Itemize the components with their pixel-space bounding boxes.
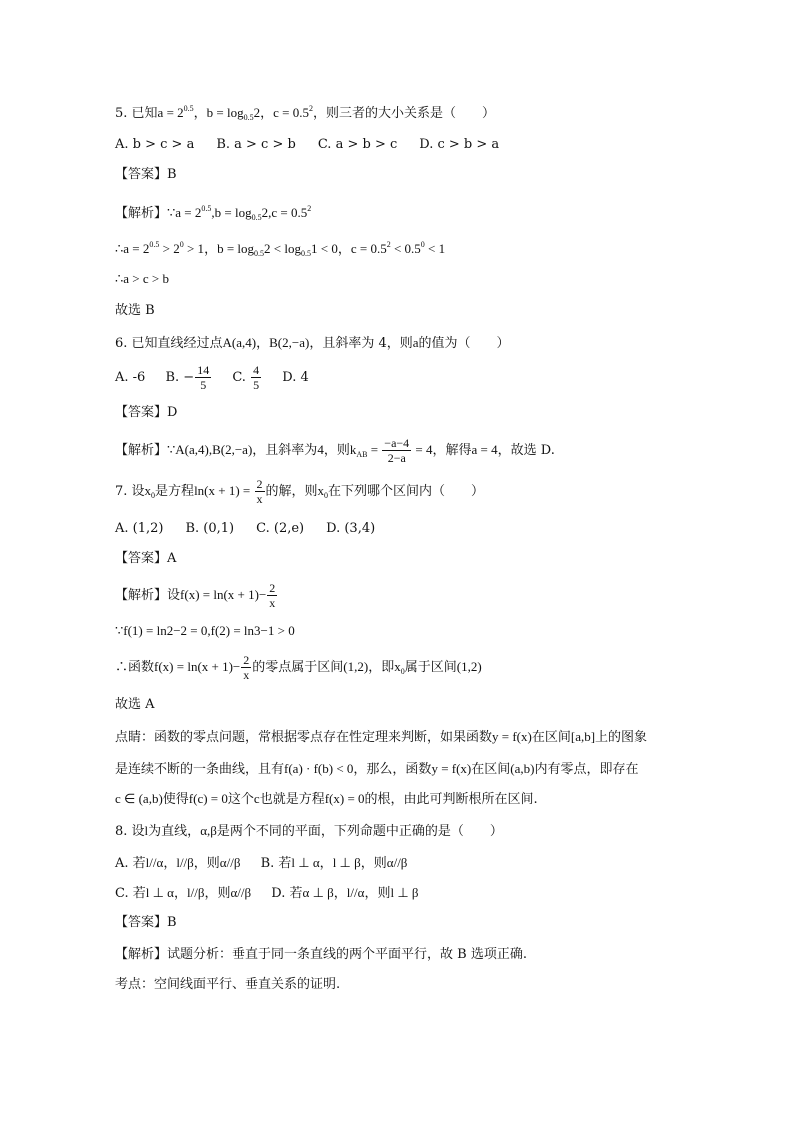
q7-stem: 7. 设$x_0$是方程ln(x + 1) = $\frac{2}{x}$ 的解，则$x_0$在下列哪个区间内（ ） [115, 477, 485, 506]
q7-option-c: C. (2,e) [256, 521, 305, 536]
q7-note-line3: c ∈ (a,b)使得f(c) = 0这个c也就是方程f(x) = 0的根，由此可判断根所在区间. [115, 791, 538, 807]
q5-stem: 5. 已知$a = 2^{0.5}$，$b = \log_{0.5}2$，$c = 0.5^2$，则三者的大小关系是（ ） [115, 104, 496, 122]
q8-option-b: B. 若l ⊥ α，l ⊥ β，则α//β [260, 855, 408, 871]
q7-options [115, 520, 375, 538]
q6-option-a: A. -6 [115, 370, 146, 385]
q5-conclusion: ∴a > c > b [115, 271, 169, 286]
q6-options [115, 360, 309, 396]
q7-analysis-conclusion: ∴函数f(x) = ln(x + 1)− $\frac{2}{x}$ 的零点属于区间(1,2)，即$x_0$属于区间(1,2) [115, 653, 482, 682]
q8-option-c: C. 若l ⊥ α，l//β，则α//β [115, 885, 252, 901]
q8-kaodian: 考点：空间线面平行、垂直关系的证明. [115, 977, 341, 992]
q8-stem: 8. 设l为直线，α,β是两个不同的平面，下列命题中正确的是（ ） [115, 823, 503, 839]
q7-analysis-set: 【解析】设f(x) = ln(x + 1)− $\frac{2}{x}$ [115, 581, 276, 610]
q7-option-b: B. (0,1) [185, 521, 235, 536]
q8-options-row1 [115, 854, 407, 873]
q5-analysis-given: 【解析】∵a = $2^{0.5},b = \log_{0.5}2,c = 0.5^2$ [115, 204, 312, 222]
q5-analysis-step1: ∴a = $2^{0.5} > 2^0 > 1$，$b = \log_{0.5}2 < \log_{0.5}1 < 0$，$c = 0.5^2 < 0.5^0 < 1$ [115, 240, 446, 258]
q7-note-line1: 点睛：函数的零点问题，常根据零点存在性定理来判断，如果函数y = f(x)在区间[a,b]上的图象 [115, 729, 648, 745]
q6-option-d: D. 4 [282, 370, 309, 385]
q8-option-a: A. 若l//α，l//β，则α//β [115, 855, 241, 871]
q6-analysis: 【解析】∵A(a,4),B(2,−a)，且斜率为4，则$k_{AB}$ = $\frac{-a-4}{2-a}$ = 4，解得a = 4，故选 D. [115, 436, 555, 465]
q6-option-b: B. − $\frac{14}{5}$ [165, 363, 210, 392]
q5-options [115, 136, 499, 154]
q6-stem: 6. 已知直线经过点A(a,4)，B(2,−a)，且斜率为 4，则a的值为（ ） [115, 335, 510, 351]
q5-option-b: B. a > c > b [216, 137, 296, 152]
q7-final: 故选 A [115, 697, 155, 712]
q5-answer: 【答案】B [115, 167, 177, 182]
q8-answer: 【答案】B [115, 915, 177, 930]
q8-option-d: D. 若α ⊥ β，l//α，则l ⊥ β [271, 885, 419, 901]
q8-analysis: 【解析】试题分析：垂直于同一条直线的两个平面平行，故 B 选项正确. [115, 947, 527, 962]
q5-option-c: C. a > b > c [317, 137, 398, 152]
q7-option-d: D. (3,4) [326, 521, 376, 536]
q7-note-line2: 是连续不断的一条曲线，且有f(a) · f(b) < 0，那么，函数y = f(x)在区间(a,b)内有零点，即存在 [115, 761, 639, 777]
q7-option-a: A. (1,2) [115, 521, 164, 536]
q6-option-c: C. $\frac{4}{5}$ [232, 363, 260, 392]
q7-answer: 【答案】A [115, 551, 177, 566]
q7-analysis-values: ∵f(1) = ln2−2 = 0,f(2) = ln3−1 > 0 [115, 623, 295, 638]
q5-final: 故选 B [115, 303, 155, 318]
q5-option-d: D. c > b > a [419, 137, 500, 152]
q8-options-row2 [115, 884, 419, 903]
q6-answer: 【答案】D [115, 405, 178, 420]
q5-option-a: A. b > c > a [115, 137, 195, 152]
